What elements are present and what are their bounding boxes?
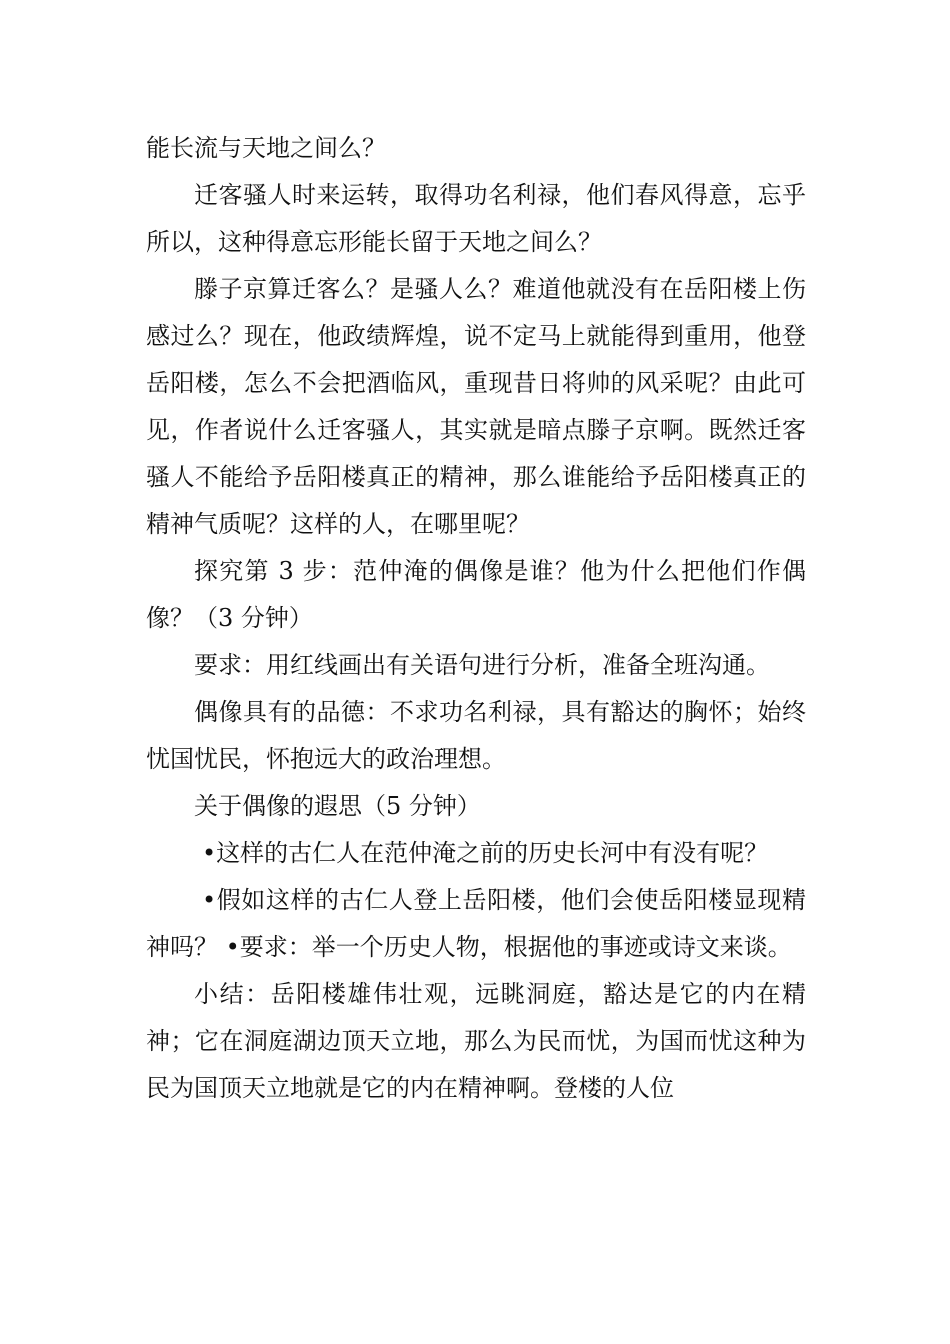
paragraph-idol-virtues: 偶像具有的品德：不求功名利禄，具有豁达的胸怀；始终忧国忧民，怀抱远大的政治理想。 (146, 698, 806, 773)
paragraph-reverie-heading: 关于偶像的遐思（5 分钟） (194, 792, 481, 820)
paragraph-inquiry-step-3: 探究第 3 步：范仲淹的偶像是谁？他为什么把他们作偶像？（3 分钟） (146, 557, 806, 632)
bullet-question-2: •假如这样的古仁人登上岳阳楼，他们会使岳阳楼显现精神吗？ •要求：举一个历史人物，根据他的事迹或诗文来谈。 (146, 886, 806, 961)
document-body (146, 125, 806, 1112)
paragraph-summary: 小结：岳阳楼雄伟壮观，远眺洞庭，豁达是它的内在精神；它在洞庭湖边顶天立地，那么为民而忧，为国而忧这种为民为国顶天立地就是它的内在精神啊。登楼的人位 (146, 980, 806, 1102)
paragraph-teng-zijing: 滕子京算迁客么？是骚人么？难道他就没有在岳阳楼上伤感过么？现在，他政绩辉煌，说不定马上就能得到重用，他登岳阳楼，怎么不会把酒临风，重现昔日将帅的风采呢？由此可见，作者说什么迁客骚人，其实就是暗点滕子京啊。既然迁客骚人不能给予岳阳楼真正的精神，那么谁能给予岳阳楼真正的精神气质呢？这样的人，在哪里呢？ (146, 275, 806, 538)
paragraph-continuation: 能长流与天地之间么？ (146, 134, 386, 162)
paragraph-qianke-sao-ren: 迁客骚人时来运转，取得功名利禄，他们春风得意，忘乎所以，这种得意忘形能长留于天地之间么？ (146, 181, 806, 256)
bullet-question-1: •这样的古仁人在范仲淹之前的历史长河中有没有呢？ (202, 839, 769, 867)
paragraph-requirement: 要求：用红线画出有关语句进行分析，准备全班沟通。 (194, 651, 770, 679)
